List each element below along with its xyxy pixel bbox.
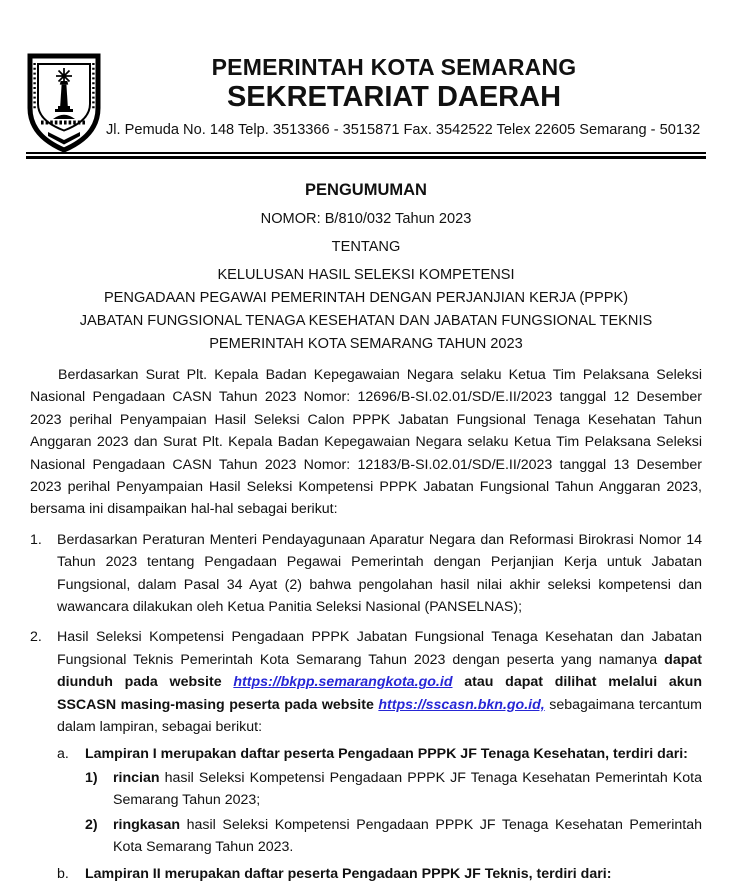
opening-paragraph: Berdasarkan Surat Plt. Kepala Badan Kepegawaian Negara selaku Ketua Tim Pelaksana Seleksi Nasional Pengadaan CASN Tahun 2023 Nomor: 12696/B-SI.02.01/SD/E.II/2023 tanggal 12 Desember 2023 perihal Penyampaian Hasil Seleksi Calon PPPK Jabatan Fungsional Tenaga Kesehatan Tahun Anggaran 2023 dan Surat Plt. Kepala Badan Kepegawaian Negara selaku Ketua Tim Pelaksana Seleksi Nasional Pengadaan CASN Tahun 2023 Nomor: 12183/B-SI.02.01/SD/E.II/2023 tanggal 13 Desember 2023 perihal Penyampaian Hasil Seleksi Kompetensi PPPK Jabatan Fungsional Tahun Anggaran 2023, bersama ini disampaikan hal-hal sebagai berikut:: [30, 367, 702, 518]
letterhead-text: [106, 54, 701, 140]
list-item-1-marker: 1.: [30, 531, 42, 548]
document-title: PENGUMUMAN: [305, 181, 427, 199]
list-item-2-lead: Hasil Seleksi Kompetensi Pengadaan PPPK Jabatan Fungsional Tenaga Kesehatan dan Jabatan Fungsional Teknis Pemerintah Kota Semarang Tahun 2023 dengan peserta yang namanya: [57, 629, 702, 668]
list-item-2a-2-keyword: ringkasan: [113, 816, 181, 833]
list-item-2a-1-keyword: rincian: [113, 769, 160, 786]
list-item-2a-2-marker: 2): [85, 816, 98, 833]
sscasn-website-link[interactable]: https://sscasn.bkn.go.id,: [378, 696, 545, 713]
list-item-1: [30, 529, 702, 619]
list-item-2a-text: Lampiran I merupakan daftar peserta Pengadaan PPPK JF Tenaga Kesehatan, terdiri dari:: [85, 745, 688, 762]
letterhead-divider: [26, 152, 706, 159]
about-label: TENTANG: [331, 239, 401, 255]
document-number: NOMOR: B/810/032 Tahun 2023: [260, 211, 472, 227]
org-name-line2: SEKRETARIAT DAERAH: [226, 81, 562, 113]
document-body: [30, 180, 702, 885]
org-address: Jl. Pemuda No. 148 Telp. 3513366 - 3515871 Fax. 3542522 Telex 22605 Semarang - 50132: [106, 122, 701, 138]
list-item-2a-1: [85, 767, 702, 812]
list-item-2-bold-2: atau dapat dilihat melalui akun SSCASN masing-masing peserta pada website: [57, 674, 702, 713]
list-item-2a-1-text: [113, 767, 702, 812]
list-item-2a-1-rest: hasil Seleksi Kompetensi Pengadaan PPPK JF Tenaga Kesehatan Pemerintah Kota Semarang Tahun 2023;: [113, 769, 702, 809]
list-item-2a: [57, 743, 702, 765]
list-item-1-text: Berdasarkan Peraturan Menteri Pendayagunaan Aparatur Negara dan Reformasi Birokrasi Nomor 14 Tahun 2023 tentang Pengadaan Pegawai Pemerintah dengan Perjanjian Kerja untuk Jabatan Fungsional, dalam Pasal 34 Ayat (2) bahwa pengolahan hasil nilai akhir seleksi kompetensi dan wawancara dilakukan oleh Ketua Panitia Seleksi Nasional (PANSELNAS);: [57, 531, 702, 616]
document-subject: [30, 264, 702, 356]
list-item-2: [30, 626, 702, 738]
list-item-2b-marker: b.: [57, 865, 69, 882]
list-item-2a-2-text: [113, 814, 702, 859]
list-item-2-text: [57, 626, 702, 738]
list-item-2-marker: 2.: [30, 629, 42, 646]
list-item-2a-1-marker: 1): [85, 769, 98, 786]
list-item-2-bold-1: dapat diunduh pada website: [57, 651, 702, 691]
subject-line: PENGADAAN PEGAWAI PEMERINTAH DENGAN PERJANJIAN KERJA (PPPK): [103, 290, 629, 306]
list-item-2-tail: sebagaimana tercantum dalam lampiran, sebagai berikut:: [57, 696, 703, 736]
subject-line: KELULUSAN HASIL SELEKSI KOMPETENSI: [217, 267, 515, 283]
letterhead: [0, 0, 732, 152]
org-name-line1: PEMERINTAH KOTA SEMARANG: [211, 54, 577, 80]
semarang-city-emblem-logo: [24, 52, 104, 153]
list-item-2b-partial: [57, 863, 702, 885]
list-item-2a-marker: a.: [57, 745, 69, 762]
list-item-2a-2-rest: hasil Seleksi Kompetensi Pengadaan PPPK JF Tenaga Kesehatan Pemerintah Kota Semarang Tahun 2023.: [113, 816, 702, 856]
list-item-2a-2: [85, 814, 702, 859]
subject-line: PEMERINTAH KOTA SEMARANG TAHUN 2023: [209, 336, 523, 352]
bkpp-website-link[interactable]: https://bkpp.semarangkota.go.id: [233, 674, 453, 691]
list-item-2b-text: Lampiran II merupakan daftar peserta Pengadaan PPPK JF Teknis, terdiri dari:: [85, 865, 612, 882]
subject-line: JABATAN FUNGSIONAL TENAGA KESEHATAN DAN JABATAN FUNGSIONAL TEKNIS: [79, 313, 653, 329]
